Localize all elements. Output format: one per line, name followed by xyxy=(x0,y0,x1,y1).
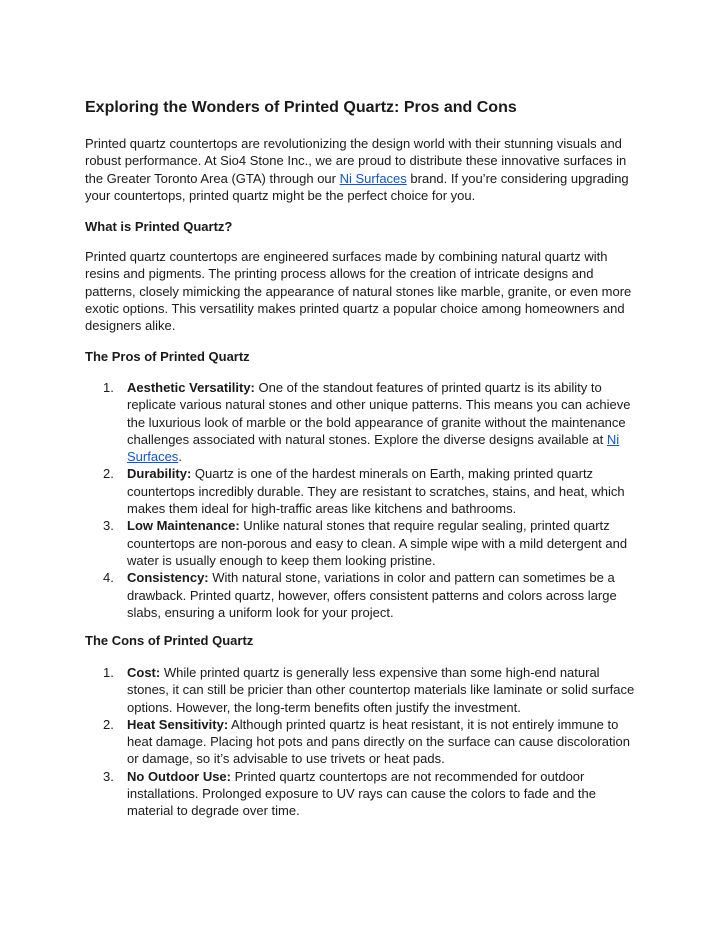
list-item-text: Although printed quartz is heat resistant, it is not entirely immune to heat damage. Placing hot pots and pans directly on the surface can cause discoloration or damage, so it’s advisable to use trivets or heat pads. xyxy=(127,716,630,767)
list-item xyxy=(85,569,635,621)
list-item-label: Durability: xyxy=(127,466,192,482)
ni-surfaces-link[interactable]: Ni Surfaces xyxy=(127,431,620,465)
list-item-text: With natural stone, variations in color and pattern can sometimes be a drawback. Printed quartz, however, offers consistent patterns and colors across large slabs, ensuring a uniform look for your project. xyxy=(127,570,617,620)
list-item-text: Unlike natural stones that require regular sealing, printed quartz countertops are non-porous and easy to clean. A simple wipe with a mild detergent and water is usually enough to keep them looking pristine. xyxy=(127,518,628,568)
list-item-label: Cost: xyxy=(127,665,161,680)
what-paragraph xyxy=(85,248,635,334)
list-item-label: Aesthetic Versatility: xyxy=(127,380,255,395)
list-item xyxy=(85,716,635,768)
list-item-text: While printed quartz is generally less expensive than some high-end natural stones, it can still be pricier than other countertop materials like laminate or solid surface options. However, the long-term benefits often justify the investment. xyxy=(127,665,635,715)
list-item xyxy=(85,768,635,820)
list-item xyxy=(85,379,635,465)
list-item-label: Low Maintenance: xyxy=(127,518,240,534)
list-item xyxy=(85,664,635,716)
pros-list xyxy=(85,379,635,621)
cons-section xyxy=(85,632,635,649)
what-heading: What is Printed Quartz? xyxy=(85,219,233,234)
pros-heading: The Pros of Printed Quartz xyxy=(85,349,250,364)
intro-paragraph xyxy=(85,135,635,204)
list-number: 4. xyxy=(103,570,114,586)
list-number: 2. xyxy=(103,716,114,732)
pros-section xyxy=(85,348,635,365)
what-section xyxy=(85,218,635,235)
cons-heading: The Cons of Printed Quartz xyxy=(85,633,254,648)
list-number: 2. xyxy=(103,466,114,482)
intro-text-2: brand. If you’re considering upgrading your countertops, printed quartz might be the perfect choice for you. xyxy=(85,170,629,203)
document-title: Exploring the Wonders of Printed Quartz: Pros and Cons xyxy=(85,99,517,116)
list-number: 3. xyxy=(103,768,114,784)
list-item-label: Heat Sensitivity: xyxy=(127,716,229,732)
ni-surfaces-link[interactable]: Ni Surfaces xyxy=(339,170,407,186)
what-body: Printed quartz countertops are engineered surfaces made by combining natural quartz with resins and pigments. The printing process allows for the creation of intricate designs and patterns, closely mimicking the appearance of natural stones like marble, granite, or even more exotic options. This versatility makes printed quartz a popular choice among homeowners and designers alike. xyxy=(85,249,632,334)
list-item xyxy=(85,465,635,517)
list-item xyxy=(85,517,635,569)
list-number: 1. xyxy=(103,665,114,680)
list-item-text: One of the standout features of printed quartz is its ability to replicate various natural stones and other unique patterns. This means you can achieve the luxurious look of marble or the bold appearance of granite without the maintenance challenges associated with natural stones. Explore the diverse designs available at xyxy=(127,380,631,447)
cons-list-wrap xyxy=(85,664,635,820)
list-item-label: No Outdoor Use: xyxy=(127,768,231,784)
intro-text-1: Printed quartz countertops are revolutionizing the design world with their stunning visuals and robust performance. At Sio4 Stone Inc., we are proud to distribute these innovative surfaces in the Greater Toronto Area (GTA) through our xyxy=(85,136,627,186)
list-number: 3. xyxy=(103,518,114,534)
list-item-label: Consistency: xyxy=(127,570,209,586)
list-item-text: Quartz is one of the hardest minerals on Earth, making printed quartz countertops incredibly durable. They are resistant to scratches, stains, and heat, which makes them ideal for high-traffic areas like kitchens and bathrooms. xyxy=(127,466,625,517)
list-number: 1. xyxy=(103,380,114,395)
list-item-text: Printed quartz countertops are not recommended for outdoor installations. Prolonged exposure to UV rays can cause the colors to fade and the material to degrade over time. xyxy=(127,768,597,819)
pros-list-wrap xyxy=(85,379,635,621)
list-item-tail: . xyxy=(178,449,182,465)
cons-list xyxy=(85,664,635,820)
